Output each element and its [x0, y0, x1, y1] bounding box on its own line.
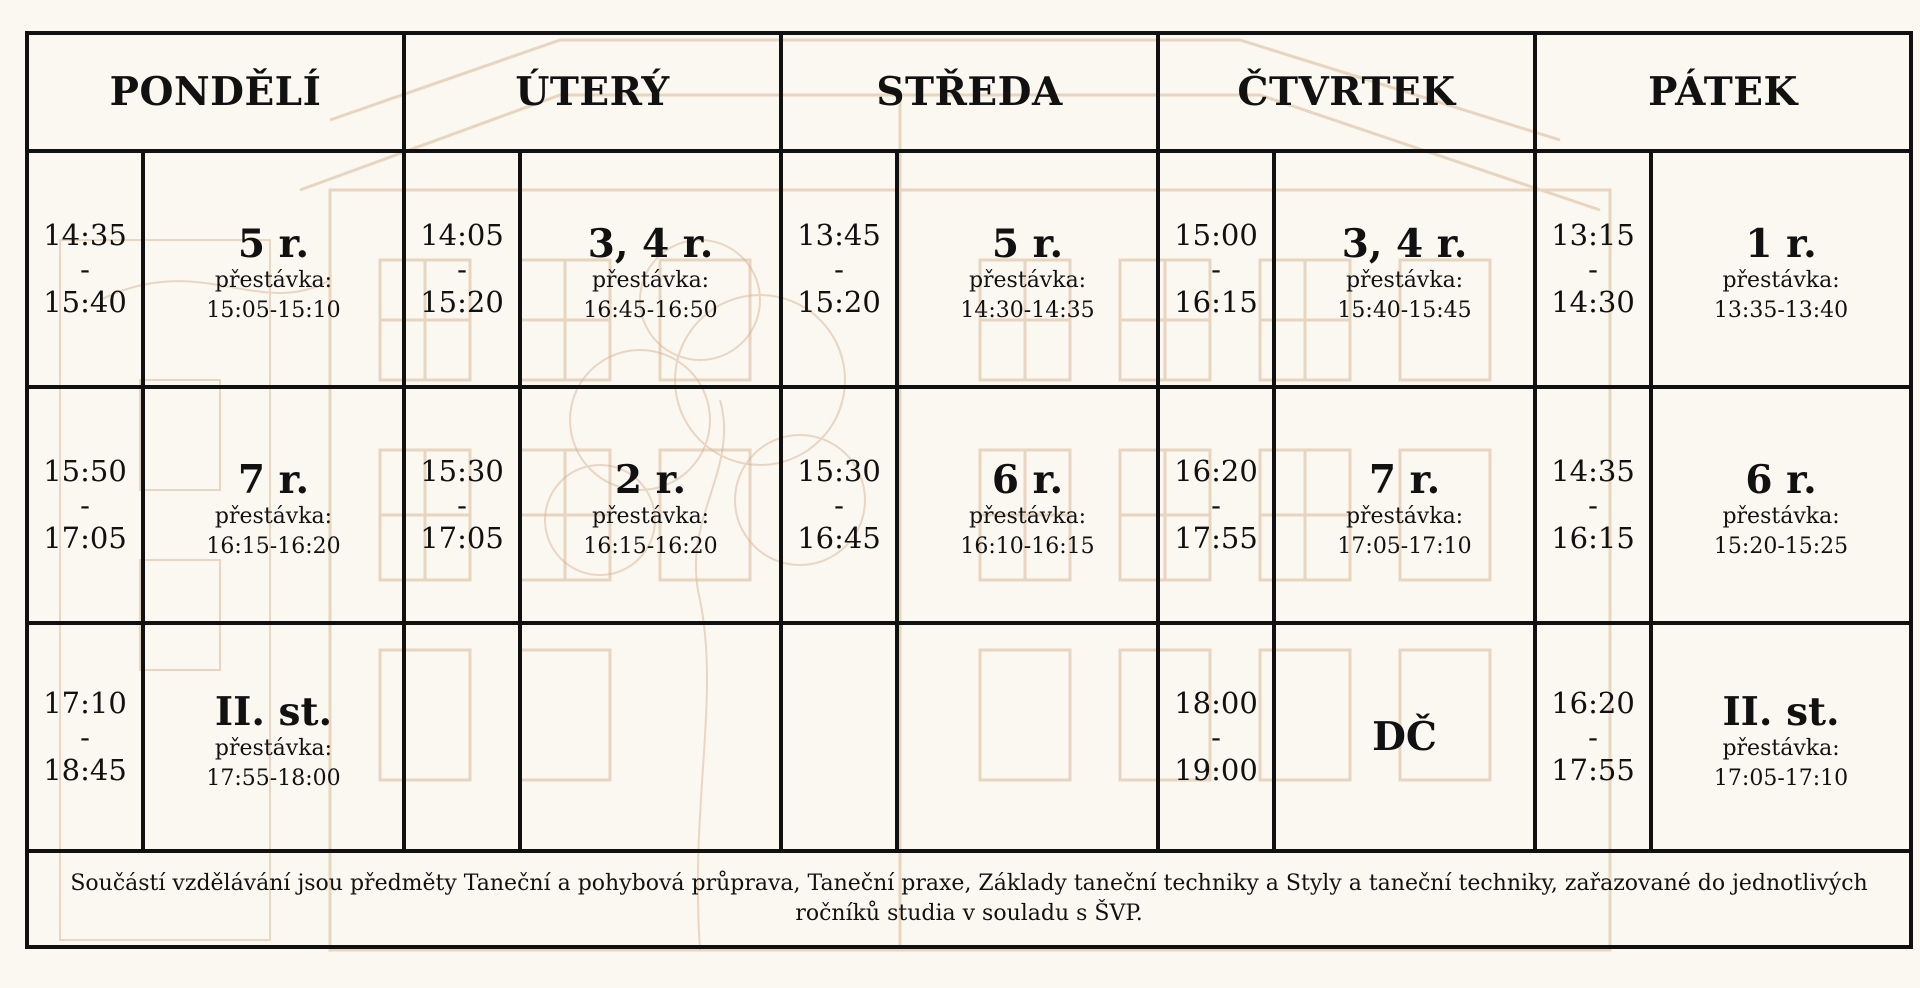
grade-label: DČ: [1372, 714, 1437, 760]
class-cell-monday: [143, 387, 404, 623]
class-cell-tuesday: [520, 387, 781, 623]
break-label: přestávka:: [591, 268, 710, 293]
start-time: 17:10: [43, 686, 127, 720]
start-time: 15:30: [797, 454, 881, 488]
end-time: 14:30: [1551, 285, 1635, 319]
class-cell-thursday: [1274, 623, 1535, 851]
time-cell-friday: [1535, 623, 1651, 851]
start-time: 18:00: [1174, 686, 1258, 720]
footer-note: Součástí vzdělávání jsou předměty Taneční a pohybová průprava, Taneční praxe, Základy taneční techniky a Styly a taneční techniky, zařazované do jednotlivých ročníků studia v souladu s ŠVP.: [27, 851, 1911, 947]
end-time: 16:45: [797, 521, 881, 555]
time-separator: -: [457, 488, 467, 522]
time-cell-thursday: [1158, 151, 1274, 387]
end-time: 17:05: [43, 521, 127, 555]
grade-label: II. st.: [1722, 689, 1840, 735]
end-time: 15:20: [420, 285, 504, 319]
start-time: 13:15: [1551, 218, 1635, 252]
break-time: 17:05-17:10: [1337, 534, 1472, 559]
day-header-row: [27, 33, 1911, 151]
time-separator: -: [1211, 720, 1221, 754]
time-separator: -: [80, 488, 90, 522]
grade-label: 7 r.: [1368, 457, 1441, 503]
time-cell-tuesday: [404, 387, 520, 623]
day-header-thursday: ČTVRTEK: [1158, 33, 1535, 151]
class-cell-wednesday: [897, 387, 1158, 623]
time-cell-monday: [27, 387, 143, 623]
start-time: 14:35: [43, 218, 127, 252]
break-label: přestávka:: [1722, 268, 1840, 293]
break-label: přestávka:: [968, 504, 1087, 529]
schedule-row: [27, 387, 1911, 623]
break-time: 15:05-15:10: [206, 298, 341, 323]
time-cell-tuesday: [404, 151, 520, 387]
break-time: 13:35-13:40: [1713, 298, 1849, 323]
class-cell-wednesday: [897, 151, 1158, 387]
time-cell-friday: [1535, 151, 1651, 387]
break-time: 16:10-16:15: [960, 534, 1095, 559]
grade-label: 7 r.: [237, 457, 310, 503]
day-header-tuesday: ÚTERÝ: [404, 33, 781, 151]
time-cell-wednesday: [781, 387, 897, 623]
grade-label: 3, 4 r.: [1341, 221, 1468, 267]
time-separator: -: [1211, 252, 1221, 286]
time-separator: -: [1211, 488, 1221, 522]
end-time: 15:40: [43, 285, 127, 319]
schedule-row: [27, 623, 1911, 851]
time-separator: -: [1588, 720, 1598, 754]
class-cell-thursday: [1274, 151, 1535, 387]
class-cell-friday: [1651, 387, 1911, 623]
day-header-monday: PONDĚLÍ: [27, 33, 404, 151]
break-time: 16:15-16:20: [583, 534, 718, 559]
start-time: 16:20: [1551, 686, 1635, 720]
weekly-schedule-table: [25, 31, 1913, 949]
break-label: přestávka:: [1345, 268, 1464, 293]
break-time: 16:15-16:20: [206, 534, 341, 559]
start-time: 13:45: [797, 218, 881, 252]
class-cell-thursday: [1274, 387, 1535, 623]
grade-label: 6 r.: [1745, 457, 1817, 503]
day-header-wednesday: STŘEDA: [781, 33, 1158, 151]
grade-label: 1 r.: [1745, 221, 1817, 267]
start-time: 15:00: [1174, 218, 1258, 252]
break-time: 14:30-14:35: [960, 298, 1095, 323]
time-cell-wednesday: [781, 151, 897, 387]
time-separator: -: [1588, 488, 1598, 522]
start-time: 15:50: [43, 454, 127, 488]
end-time: 19:00: [1174, 753, 1258, 787]
break-label: přestávka:: [591, 504, 710, 529]
time-cell-tuesday: [404, 623, 520, 851]
grade-label: 5 r.: [237, 221, 310, 267]
break-time: 17:55-18:00: [206, 766, 341, 791]
time-separator: -: [457, 252, 467, 286]
end-time: 17:05: [420, 521, 504, 555]
class-cell-friday: [1651, 623, 1911, 851]
break-label: přestávka:: [1722, 504, 1840, 529]
break-label: přestávka:: [214, 504, 333, 529]
end-time: 16:15: [1174, 285, 1258, 319]
end-time: 18:45: [43, 753, 127, 787]
class-cell-friday: [1651, 151, 1911, 387]
class-cell-tuesday: [520, 151, 781, 387]
time-separator: -: [80, 720, 90, 754]
end-time: 15:20: [797, 285, 881, 319]
break-time: 16:45-16:50: [583, 298, 718, 323]
break-time: 15:20-15:25: [1713, 534, 1849, 559]
end-time: 16:15: [1551, 521, 1635, 555]
time-separator: -: [80, 252, 90, 286]
start-time: 14:05: [420, 218, 504, 252]
start-time: 15:30: [420, 454, 504, 488]
break-label: přestávka:: [214, 268, 333, 293]
time-cell-thursday: [1158, 623, 1274, 851]
time-cell-monday: [27, 623, 143, 851]
break-label: přestávka:: [1345, 504, 1464, 529]
break-label: přestávka:: [968, 268, 1087, 293]
grade-label: II. st.: [214, 689, 333, 735]
class-cell-monday: [143, 623, 404, 851]
schedule-row: [27, 151, 1911, 387]
time-separator: -: [1588, 252, 1598, 286]
start-time: 14:35: [1551, 454, 1635, 488]
break-label: přestávka:: [214, 736, 333, 761]
time-separator: -: [834, 252, 844, 286]
end-time: 17:55: [1174, 521, 1258, 555]
grade-label: 2 r.: [614, 457, 687, 503]
class-cell-tuesday: [520, 623, 781, 851]
day-header-friday: PÁTEK: [1535, 33, 1911, 151]
time-cell-wednesday: [781, 623, 897, 851]
grade-label: 3, 4 r.: [587, 221, 714, 267]
break-time: 17:05-17:10: [1713, 766, 1849, 791]
break-label: přestávka:: [1722, 736, 1840, 761]
time-cell-friday: [1535, 387, 1651, 623]
end-time: 17:55: [1551, 753, 1635, 787]
time-cell-monday: [27, 151, 143, 387]
break-time: 15:40-15:45: [1337, 298, 1472, 323]
class-cell-wednesday: [897, 623, 1158, 851]
time-cell-thursday: [1158, 387, 1274, 623]
time-separator: -: [834, 488, 844, 522]
grade-label: 6 r.: [991, 457, 1064, 503]
grade-label: 5 r.: [991, 221, 1064, 267]
start-time: 16:20: [1174, 454, 1258, 488]
class-cell-monday: [143, 151, 404, 387]
